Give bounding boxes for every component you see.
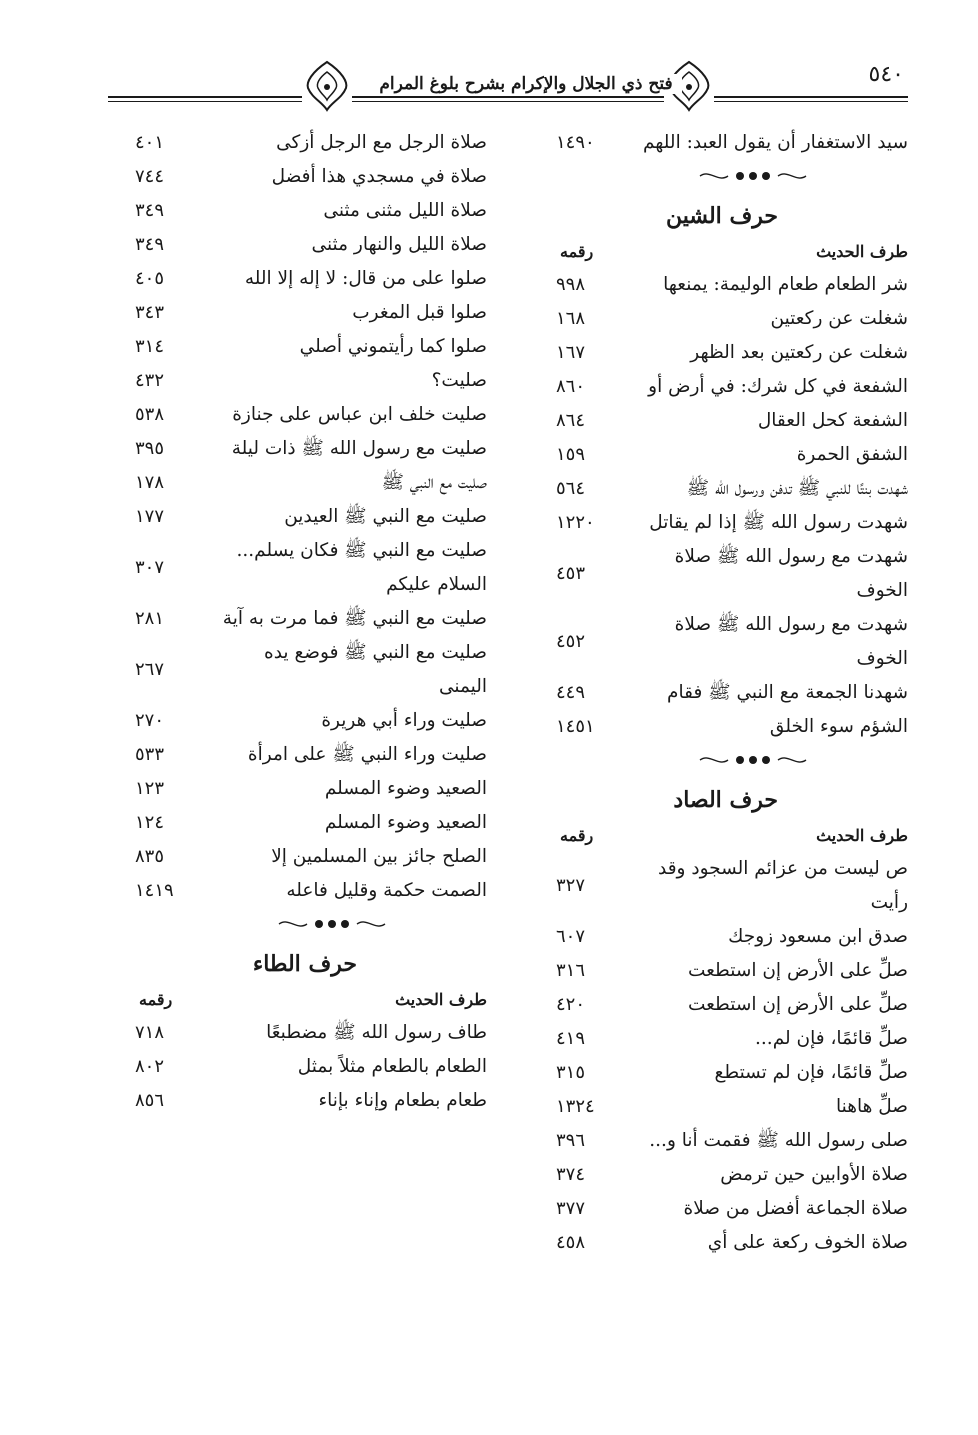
hadith-number: ٩٩٨ xyxy=(556,274,586,295)
hadith-number: ٨٣٥ xyxy=(135,846,165,867)
index-row xyxy=(556,1124,908,1158)
index-row xyxy=(135,500,487,534)
hadith-number: ١٢٢٠ xyxy=(556,512,595,533)
index-row xyxy=(135,228,487,262)
letter-section xyxy=(556,160,908,744)
hadith-number: ٨٠٢ xyxy=(135,1056,165,1077)
hadith-text: شهدت بنتًا للنبي ﷺ تدفن ورسول الله ﷺ xyxy=(686,478,908,499)
hadith-text: صدق ابن مسعود زوجك xyxy=(728,926,908,947)
hadith-text: صلوا على من قال: لا إله إلا الله xyxy=(244,268,487,289)
index-row xyxy=(135,636,487,704)
index-row xyxy=(556,472,908,506)
page-header xyxy=(108,58,908,116)
hadith-text: سيد الاستغفار أن يقول العبد: اللهم xyxy=(642,132,908,153)
index-row xyxy=(135,160,487,194)
hadith-number: ٣٤٩ xyxy=(135,234,165,255)
hadith-number: ١٤٩٠ xyxy=(556,132,595,153)
index-row xyxy=(556,438,908,472)
hadith-text: شهدت مع رسول الله ﷺ صلاة الخوف xyxy=(674,614,908,669)
hadith-text: صلوا كما رأيتموني أصلي xyxy=(299,336,487,357)
index-row xyxy=(135,1084,487,1118)
hadith-text: صلاة الرجل مع الرجل أزكى xyxy=(276,132,487,153)
index-row xyxy=(556,1090,908,1124)
hadith-number: ١٧٧ xyxy=(135,506,165,527)
header-number-label: رقمه xyxy=(560,242,594,261)
hadith-number: ١٢٣ xyxy=(135,778,165,799)
hadith-number: ١٦٧ xyxy=(556,342,586,363)
index-row xyxy=(135,1016,487,1050)
header-hadith-label: طرف الحديث xyxy=(395,990,487,1009)
hadith-number: ٣٤٩ xyxy=(135,200,165,221)
hadith-text: صليت مع رسول الله ﷺ ذات ليلة xyxy=(231,438,487,459)
hadith-text: صليت؟ xyxy=(431,370,487,391)
index-row xyxy=(556,676,908,710)
index-row xyxy=(135,806,487,840)
hadith-text: شغلت عن ركعتين xyxy=(770,308,908,329)
index-row xyxy=(135,330,487,364)
hadith-number: ٤١٩ xyxy=(556,1028,586,1049)
index-row xyxy=(135,772,487,806)
hadith-text: صليت خلف ابن عباس على جنازة xyxy=(232,404,487,425)
hadith-number: ٤٠٥ xyxy=(135,268,165,289)
hadith-text: صليت مع النبي ﷺ فكان يسلم... السلام عليكم xyxy=(236,540,487,595)
hadith-number: ٦٠٧ xyxy=(556,926,586,947)
header-rule-thin xyxy=(108,101,908,102)
hadith-number: ٥٣٨ xyxy=(135,404,165,425)
index-row xyxy=(135,704,487,738)
hadith-number: ٣٤٣ xyxy=(135,302,165,323)
hadith-text: شر الطعام طعام الوليمة: يمنعها xyxy=(663,274,908,295)
index-row xyxy=(135,1050,487,1084)
section-divider xyxy=(135,908,487,944)
index-row xyxy=(135,840,487,874)
hadith-text: صلِّ قائمًا، فإن لم... xyxy=(755,1028,908,1049)
hadith-text: صليت مع النبي ﷺ العيدين xyxy=(284,506,487,527)
hadith-number: ١٥٩ xyxy=(556,444,586,465)
column-header xyxy=(556,236,908,268)
hadith-number: ٢٧٠ xyxy=(135,710,165,731)
index-row xyxy=(135,364,487,398)
index-row xyxy=(556,268,908,302)
hadith-number: ٣٧٧ xyxy=(556,1198,586,1219)
hadith-text: صلِّ قائمًا، فإن لم تستطع xyxy=(714,1062,908,1083)
index-row xyxy=(135,432,487,466)
hadith-number: ٤٥٣ xyxy=(556,563,586,584)
hadith-text: الصمت حكمة وقليل فاعله xyxy=(286,880,487,901)
index-row xyxy=(135,738,487,772)
hadith-number: ٤٥٢ xyxy=(556,631,586,652)
hadith-number: ٢٦٧ xyxy=(135,659,165,680)
index-row xyxy=(135,262,487,296)
hadith-number: ٣١٦ xyxy=(556,960,586,981)
hadith-number: ١٢٤ xyxy=(135,812,165,833)
index-row xyxy=(135,126,487,160)
hadith-text: الشفق الحمرة xyxy=(796,444,908,465)
index-row xyxy=(135,534,487,602)
hadith-number: ٨٦٠ xyxy=(556,376,586,397)
hadith-number: ٧١٨ xyxy=(135,1022,165,1043)
index-row xyxy=(556,404,908,438)
hadith-text: صلاة في مسجدي هذا أفضل xyxy=(271,166,487,187)
book-title: فتح ذي الجلال والإكرام بشرح بلوغ المرام xyxy=(370,74,682,94)
hadith-text: شهدنا الجمعة مع النبي ﷺ فقام xyxy=(667,682,908,703)
index-row xyxy=(135,466,487,500)
hadith-number: ١٤٥١ xyxy=(556,716,595,737)
letter-section xyxy=(556,744,908,1260)
hadith-text: صلوا قبل المغرب xyxy=(352,302,487,323)
index-row xyxy=(135,194,487,228)
header-hadith-label: طرف الحديث xyxy=(816,826,908,845)
right-column xyxy=(556,126,908,1260)
index-row xyxy=(556,852,908,920)
header-rule xyxy=(108,96,908,98)
hadith-text: الشفعة كحل العقال xyxy=(757,410,908,431)
hadith-text: صلاة الخوف ركعة على أي xyxy=(707,1232,908,1253)
left-column xyxy=(135,126,487,1118)
section-divider xyxy=(556,160,908,196)
index-row xyxy=(556,988,908,1022)
index-row xyxy=(556,920,908,954)
hadith-text: صلِّ على الأرض إن استطعت xyxy=(687,994,908,1015)
hadith-number: ٣٧٤ xyxy=(556,1164,586,1185)
index-row xyxy=(556,370,908,404)
hadith-text: الصعيد وضوء المسلم xyxy=(324,778,487,799)
divider-ornament-icon xyxy=(698,168,808,184)
section-title: حرف الطاء xyxy=(252,951,357,977)
hadith-number: ١٧٨ xyxy=(135,472,165,493)
hadith-number: ١٦٨ xyxy=(556,308,586,329)
hadith-text: صلاة الليل مثنى مثنى xyxy=(323,200,487,221)
header-hadith-label: طرف الحديث xyxy=(816,242,908,261)
hadith-number: ٣١٥ xyxy=(556,1062,586,1083)
hadith-text: صلِّ على الأرض إن استطعت xyxy=(687,960,908,981)
hadith-number: ٤٥٨ xyxy=(556,1232,586,1253)
hadith-text: صلاة الليل والنهار مثنى xyxy=(311,234,487,255)
divider-ornament-icon xyxy=(277,916,387,932)
hadith-text: صليت مع النبي ﷺ فوضع يده اليمنى xyxy=(264,642,487,697)
hadith-text: الصلح جائز بين المسلمين إلا xyxy=(271,846,487,867)
hadith-number: ٤٣٢ xyxy=(135,370,165,391)
index-row xyxy=(135,296,487,330)
ornament-left-icon xyxy=(302,58,352,114)
index-row xyxy=(556,1226,908,1260)
index-row xyxy=(135,398,487,432)
hadith-number: ١٣٢٤ xyxy=(556,1096,595,1117)
hadith-text: الطعام بالطعام مثلاً بمثل xyxy=(297,1056,487,1077)
hadith-text: صليت وراء النبي ﷺ على امرأة xyxy=(247,744,487,765)
index-row xyxy=(556,1158,908,1192)
hadith-number: ٥٦٤ xyxy=(556,478,586,499)
hadith-text: صلِّ هاهنا xyxy=(836,1096,908,1117)
hadith-text: طعام بطعام وإناء بإناء xyxy=(318,1090,487,1111)
hadith-number: ٨٦٤ xyxy=(556,410,586,431)
index-row xyxy=(556,126,908,160)
hadith-number: ٧٤٤ xyxy=(135,166,165,187)
hadith-text: صليت مع النبي ﷺ فما مرت به آية xyxy=(222,608,487,629)
index-row xyxy=(556,540,908,608)
index-row xyxy=(556,954,908,988)
index-row xyxy=(556,1056,908,1090)
hadith-number: ٣٩٥ xyxy=(135,438,165,459)
hadith-number: ٣٩٦ xyxy=(556,1130,586,1151)
hadith-text: ص ليست من عزائم السجود وقد رأيت xyxy=(657,858,908,913)
letter-section xyxy=(135,908,487,1118)
index-row xyxy=(556,506,908,540)
hadith-number: ٣١٤ xyxy=(135,336,165,357)
page-number: ٥٤٠ xyxy=(868,62,904,87)
index-row xyxy=(556,1022,908,1056)
hadith-text: صليت وراء أبي هريرة xyxy=(321,710,487,731)
header-number-label: رقمه xyxy=(560,826,594,845)
index-row xyxy=(556,710,908,744)
hadith-number: ٢٨١ xyxy=(135,608,165,629)
hadith-number: ٤٤٩ xyxy=(556,682,586,703)
hadith-number: ١٤١٩ xyxy=(135,880,174,901)
hadith-text: طاف رسول الله ﷺ مضطبعًا xyxy=(266,1022,487,1043)
hadith-text: صلى رسول الله ﷺ فقمت أنا و... xyxy=(649,1130,908,1151)
hadith-text: شهدت رسول الله ﷺ إذا لم يقاتل xyxy=(649,512,908,533)
hadith-text: الشؤم سوء الخلق xyxy=(769,716,908,737)
section-title: حرف الصاد xyxy=(673,787,778,813)
hadith-number: ٣٠٧ xyxy=(135,557,165,578)
hadith-number: ٤٠١ xyxy=(135,132,165,153)
index-row xyxy=(556,608,908,676)
index-row xyxy=(556,336,908,370)
section-title: حرف الشين xyxy=(665,203,778,229)
index-row xyxy=(556,302,908,336)
divider-ornament-icon xyxy=(698,752,808,768)
hadith-text: صلاة الأوابين حين ترمض xyxy=(720,1164,908,1185)
hadith-text: صلاة الجماعة أفضل من صلاة xyxy=(683,1198,908,1219)
index-row xyxy=(556,1192,908,1226)
column-header xyxy=(556,820,908,852)
hadith-number: ٥٣٣ xyxy=(135,744,165,765)
index-row xyxy=(135,602,487,636)
hadith-text: الشفعة في كل شرك: في أرض أو xyxy=(648,376,908,397)
section-divider xyxy=(556,744,908,780)
hadith-text: شغلت عن ركعتين بعد الظهر xyxy=(690,342,908,363)
hadith-number: ٣٢٧ xyxy=(556,875,586,896)
hadith-text: صليت مع النبي ﷺ xyxy=(381,472,487,493)
hadith-text: شهدت مع رسول الله ﷺ صلاة الخوف xyxy=(674,546,908,601)
hadith-number: ٨٥٦ xyxy=(135,1090,165,1111)
hadith-number: ٤٢٠ xyxy=(556,994,586,1015)
hadith-text: الصعيد وضوء المسلم xyxy=(324,812,487,833)
index-row xyxy=(135,874,487,908)
column-header xyxy=(135,984,487,1016)
header-number-label: رقمه xyxy=(139,990,173,1009)
